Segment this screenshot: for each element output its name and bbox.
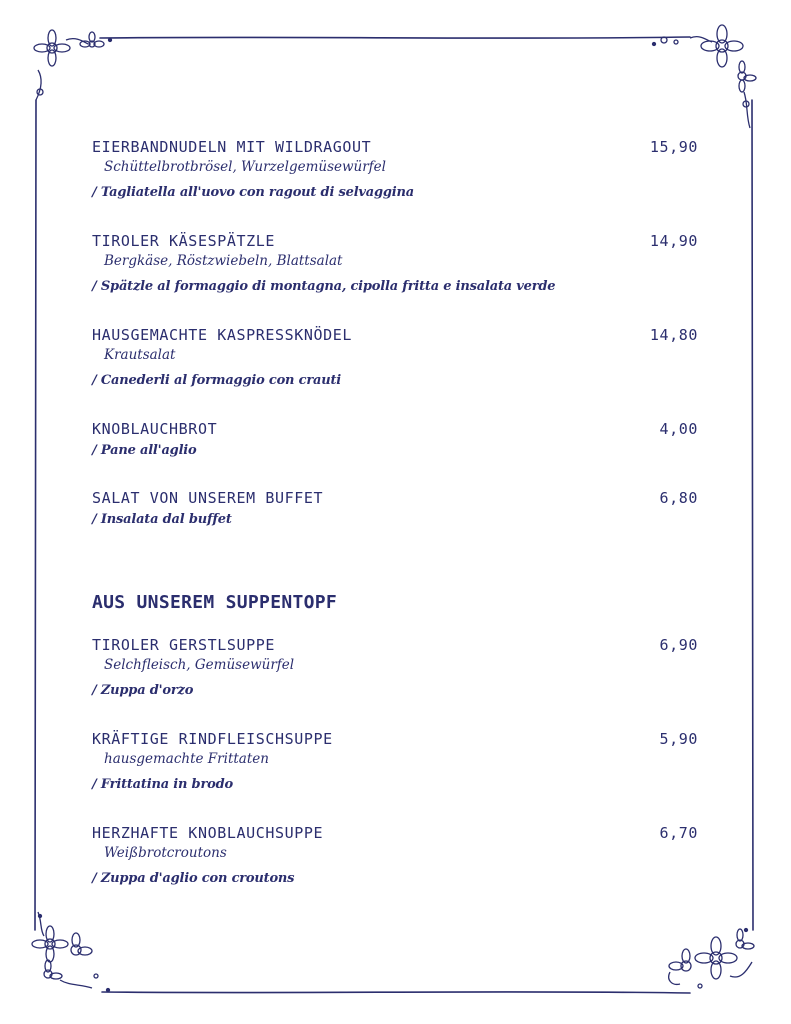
menu-item bbox=[92, 635, 698, 701]
item-price: 14,80 bbox=[649, 326, 698, 344]
item-price: 14,90 bbox=[649, 232, 698, 250]
menu-item bbox=[92, 823, 698, 889]
item-description: Selchfleisch, Gemüsewürfel bbox=[104, 657, 295, 673]
item-price: 6,90 bbox=[659, 636, 698, 654]
item-italian-name: / Zuppa d'orzo bbox=[92, 683, 194, 698]
item-italian-name: / Frittatina in brodo bbox=[92, 777, 233, 792]
section-title: AUS UNSEREM SUPPENTOPF bbox=[92, 592, 338, 613]
item-description: Bergkäse, Röstzwiebeln, Blattsalat bbox=[104, 253, 343, 269]
item-description: Schüttelbrotbrösel, Wurzelgemüsewürfel bbox=[104, 159, 386, 175]
item-name: HAUSGEMACHTE KASPRESSKNÖDEL bbox=[92, 326, 353, 344]
item-description: hausgemachte Frittaten bbox=[104, 751, 269, 767]
item-italian-name: / Spätzle al formaggio di montagna, cipolla fritta e insalata verde bbox=[92, 279, 556, 294]
item-name: TIROLER KÄSESPÄTZLE bbox=[92, 232, 275, 250]
item-description: Weißbrotcroutons bbox=[104, 845, 227, 861]
item-price: 5,90 bbox=[659, 730, 698, 748]
item-name: EIERBANDNUDELN MIT WILDRAGOUT bbox=[92, 138, 372, 156]
item-name: KNOBLAUCHBROT bbox=[92, 420, 218, 438]
flower-corner-top-left-icon bbox=[34, 30, 112, 100]
item-italian-name: / Zuppa d'aglio con croutons bbox=[92, 871, 295, 886]
menu-item bbox=[92, 488, 698, 530]
item-italian-name: / Insalata dal buffet bbox=[92, 512, 232, 527]
item-name: SALAT VON UNSEREM BUFFET bbox=[92, 489, 324, 507]
item-description: Krautsalat bbox=[104, 347, 176, 363]
item-price: 6,80 bbox=[659, 489, 698, 507]
item-italian-name: / Pane all'aglio bbox=[92, 443, 197, 458]
menu-item bbox=[92, 231, 698, 297]
menu-item bbox=[92, 419, 698, 461]
item-name: KRÄFTIGE RINDFLEISCHSUPPE bbox=[92, 730, 333, 748]
item-name: HERZHAFTE KNOBLAUCHSUPPE bbox=[92, 824, 324, 842]
flower-corner-bottom-right-icon bbox=[669, 929, 754, 989]
item-italian-name: / Canederli al formaggio con crauti bbox=[92, 373, 342, 388]
flower-corner-bottom-left-icon bbox=[32, 912, 110, 992]
item-name: TIROLER GERSTLSUPPE bbox=[92, 636, 275, 654]
flower-corner-top-right-icon bbox=[653, 25, 757, 128]
menu-item bbox=[92, 137, 698, 203]
menu-item bbox=[92, 325, 698, 391]
item-price: 6,70 bbox=[659, 824, 698, 842]
item-italian-name: / Tagliatella all'uovo con ragout di selvaggina bbox=[92, 185, 415, 200]
item-price: 4,00 bbox=[659, 420, 698, 438]
menu-item bbox=[92, 729, 698, 795]
item-price: 15,90 bbox=[649, 138, 698, 156]
